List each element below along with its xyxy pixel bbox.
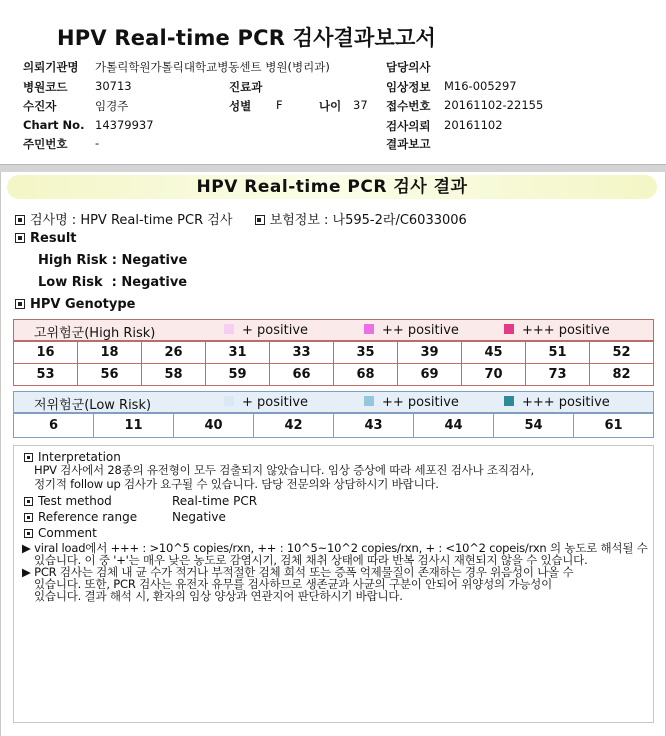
high-risk-result: High Risk : Negative [38,253,188,268]
result-heading: Result [15,231,77,246]
report-title: HPV Real-time PCR 검사결과보고서 [57,26,436,50]
square-bullet-icon [255,215,265,225]
genotype-cell: 44 [414,414,494,438]
legend-plus-plus: ++ positive [364,395,459,410]
requesting-org: 의뢰기관명 가톨릭학원가톨릭대학교병동센트 병원(병리과) [23,60,330,74]
legend-swatch [224,396,234,406]
resident-no: 주민번호 - [23,136,100,151]
chart-no: Chart No. 14379937 [23,118,154,132]
comment-line: 있습니다. 결과 해석 시, 환자의 임상 양상과 연관지어 판단하시기 바랍니다. [34,589,403,603]
interpretation-box [13,445,654,723]
result-report: 결과보고 [386,137,431,151]
report-header [0,0,666,164]
genotype-cell: 35 [334,342,398,364]
square-bullet-icon [24,529,33,538]
genotype-cell: 59 [206,364,270,386]
comment-line: ▶ viral load에서 +++ : >10^5 copies/rxn, ++ : 10^5~10^2 copies/rxn, + : <10^2 copeis/rxn 의 농도로 해석될 수 [22,541,648,555]
receipt-no: 접수번호 20161102-22155 [386,98,544,113]
hospital-code: 병원코드 30713 [23,79,132,94]
genotype-cell: 61 [574,414,654,438]
genotype-cell: 66 [270,364,334,386]
comment-heading: Comment [24,526,97,540]
genotype-cell: 40 [174,414,254,438]
reference-range: Reference range Negative [24,510,137,524]
table-row [14,414,654,438]
genotype-cell: 31 [206,342,270,364]
genotype-cell: 56 [78,364,142,386]
genotype-cell: 58 [142,364,206,386]
legend-swatch [224,324,234,334]
comment-line: ▶ PCR 검사는 검체 내 균 수가 적거나 부적절한 검체 희석 또는 증폭 억제물질이 존재하는 경우 위음성이 나올 수 [22,565,574,579]
request-date: 검사의뢰 20161102 [386,118,503,133]
legend-swatch [504,324,514,334]
test-method: Test method Real-time PCR [24,494,112,508]
genotype-cell: 52 [590,342,654,364]
genotype-cell: 26 [142,342,206,364]
table-row [14,364,654,386]
genotype-cell: 11 [94,414,174,438]
genotype-cell: 16 [14,342,78,364]
clinical-info: 임상정보 M16-005297 [386,79,517,94]
genotype-cell: 70 [462,364,526,386]
square-bullet-icon [24,453,33,462]
comment-line: 있습니다. 이 중 '+'는 매우 낮은 농도로 감염시기, 검체 채취 상태에 따라 반복 검사시 재현되지 않을 수 있습니다. [34,553,588,567]
interpretation-text-line: 정기적 follow up 검사가 요구될 수 있습니다. 담당 전문의와 상담하시기 바랍니다. [34,477,439,491]
test-name: 검사명 : HPV Real-time PCR 검사 [30,213,233,228]
recipient: 수진자 임경주 [23,99,129,113]
high-risk-title: 고위험군(High Risk) [34,326,156,341]
result-section [0,172,666,736]
legend-plus: + positive [224,323,308,338]
genotype-cell: 73 [526,364,590,386]
doctor: 담당의사 [386,60,431,74]
interpretation-heading: Interpretation [24,450,121,464]
genotype-cell: 69 [398,364,462,386]
insurance-info: 보험정보 : 나595-2라/C6033006 [269,213,467,228]
square-bullet-icon [24,497,33,506]
legend-swatch [504,396,514,406]
high-risk-header [13,319,654,341]
genotype-cell: 43 [334,414,414,438]
legend-swatch [364,396,374,406]
genotype-cell: 33 [270,342,334,364]
genotype-cell: 45 [462,342,526,364]
square-bullet-icon [15,215,25,225]
test-info-row [15,209,467,228]
genotype-cell: 42 [254,414,334,438]
legend-plus: + positive [224,395,308,410]
banner-title: HPV Real-time PCR 검사 결과 [196,177,468,197]
square-bullet-icon [24,513,33,522]
low-risk-genotype-table [13,413,654,438]
legend-plus-plus-plus: +++ positive [504,323,610,338]
interpretation-text-line: HPV 검사에서 28종의 유전형이 모두 검출되지 않았습니다. 임상 증상에 따라 세포진 검사나 조직검사, [34,463,534,477]
square-bullet-icon [15,233,25,243]
legend-plus-plus-plus: +++ positive [504,395,610,410]
sex: 성별 F [229,98,283,113]
genotype-heading: HPV Genotype [15,297,135,312]
low-risk-title: 저위험군(Low Risk) [34,398,152,413]
age: 나이 37 [319,98,368,113]
clinic: 진료과 [229,80,263,94]
genotype-cell: 82 [590,364,654,386]
square-bullet-icon [15,299,25,309]
genotype-cell: 39 [398,342,462,364]
legend-plus-plus: ++ positive [364,323,459,338]
low-risk-header [13,391,654,413]
legend-swatch [364,324,374,334]
section-divider [0,164,666,172]
comment-line: 있습니다. 또한, PCR 검사는 유전자 유무를 검사하므로 생존균과 사균의 구분이 안되어 위양성의 가능성이 [34,577,552,591]
result-banner [7,175,657,199]
low-risk-result: Low Risk : Negative [38,275,188,290]
high-risk-genotype-table [13,341,654,386]
table-row [14,342,654,364]
genotype-cell: 68 [334,364,398,386]
genotype-cell: 51 [526,342,590,364]
genotype-cell: 54 [494,414,574,438]
genotype-cell: 6 [14,414,94,438]
genotype-cell: 53 [14,364,78,386]
genotype-cell: 18 [78,342,142,364]
